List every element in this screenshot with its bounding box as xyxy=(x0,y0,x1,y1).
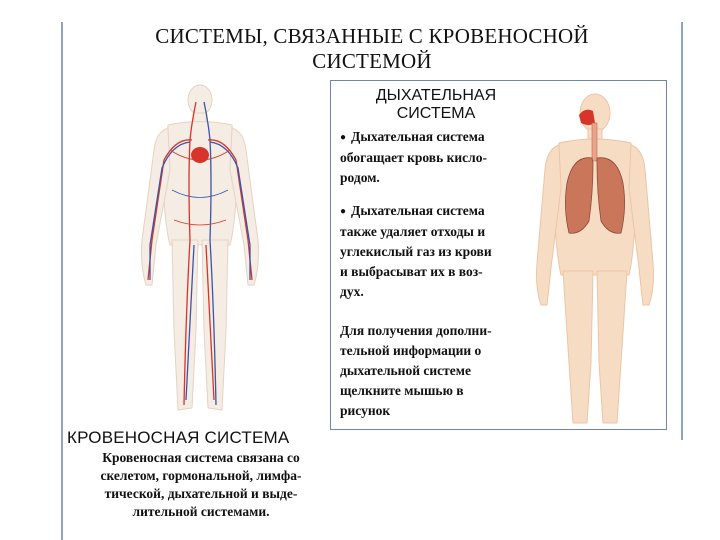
respiratory-heading-line-1: ДЫХАТЕЛЬНАЯ xyxy=(375,87,497,104)
page-title xyxy=(66,24,678,74)
p2-line-5: дух. xyxy=(340,284,364,299)
p3-line-4: щелкните мышью в xyxy=(340,383,464,398)
circulatory-description xyxy=(67,449,335,521)
respiratory-paragraph-2 xyxy=(340,201,535,302)
p1-line-3: родом. xyxy=(340,170,380,185)
circ-line-1: Кровеносная система связана со xyxy=(102,450,300,465)
p2-line-4: и выбрасыват их в воз- xyxy=(340,264,483,279)
p1-line-1: Дыхательная система xyxy=(351,129,485,144)
circulatory-system-figure[interactable] xyxy=(130,80,270,420)
right-frame-line xyxy=(681,22,683,440)
heart-icon xyxy=(191,147,209,163)
p3-line-2: тельной информации о xyxy=(340,343,482,358)
respiratory-heading xyxy=(331,87,541,123)
respiratory-info-box xyxy=(330,80,667,430)
left-frame-line xyxy=(61,22,63,540)
circ-line-3: тической, дыхательной и выде- xyxy=(104,486,298,501)
bullet-icon: ● xyxy=(340,206,347,217)
p2-line-1: Дыхательная система xyxy=(351,203,485,218)
respiratory-system-figure[interactable] xyxy=(533,83,658,425)
respiratory-paragraph-3 xyxy=(340,321,535,421)
respiratory-paragraph-1 xyxy=(340,127,535,188)
circulatory-heading: КРОВЕНОСНАЯ СИСТЕМА xyxy=(67,428,290,447)
title-line-1: СИСТЕМЫ, СВЯЗАННЫЕ С КРОВЕНОСНОЙ xyxy=(155,24,589,48)
circ-line-4: лительной системами. xyxy=(132,504,270,519)
bullet-icon: ● xyxy=(340,132,347,143)
p1-line-2: обогащает кровь кисло- xyxy=(340,150,487,165)
p3-line-1: Для получения дополни- xyxy=(340,323,492,338)
p3-line-3: дыхательной системе xyxy=(340,363,471,378)
respiratory-heading-line-2: СИСТЕМА xyxy=(396,105,476,122)
circ-line-2: скелетом, гормональной, лимфа- xyxy=(100,468,302,483)
p2-line-2: также удаляет отходы и xyxy=(340,224,486,239)
title-line-2: СИСТЕМОЙ xyxy=(312,49,432,73)
p2-line-3: углекислый газ из крови xyxy=(340,244,492,259)
p3-line-5: рисунок xyxy=(340,403,391,418)
